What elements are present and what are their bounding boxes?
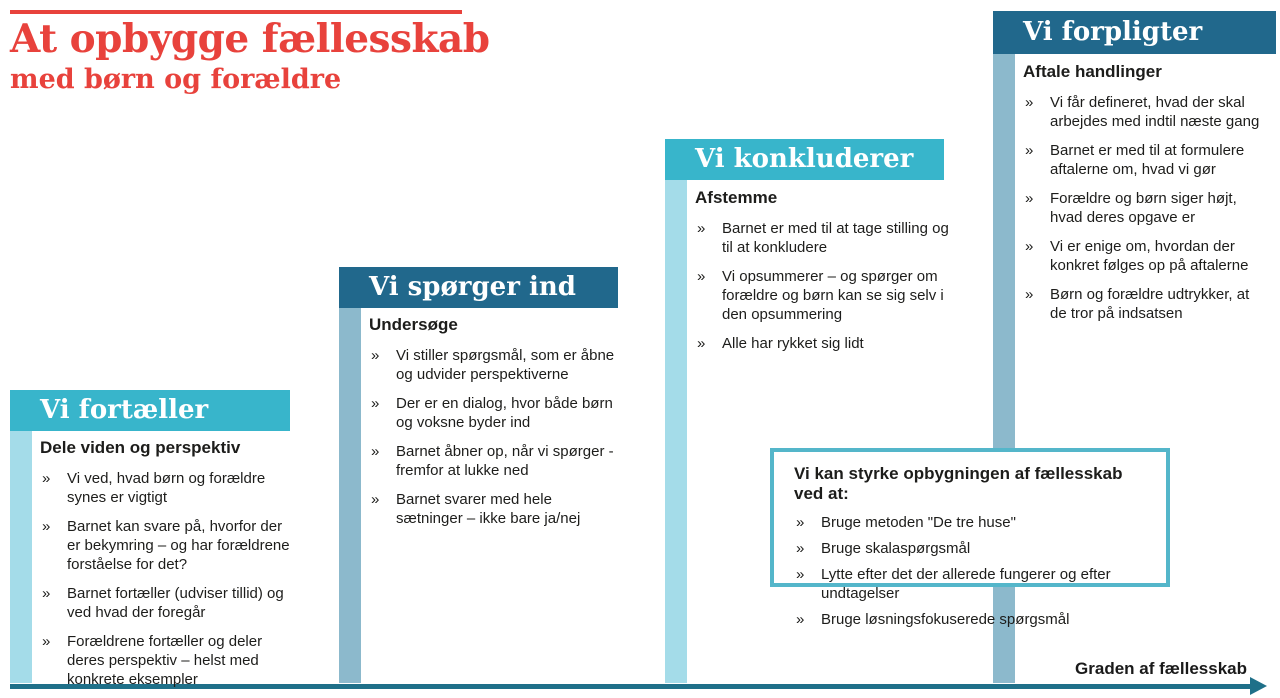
column-content xyxy=(1023,62,1269,333)
list-item xyxy=(1023,285,1269,323)
list-item xyxy=(40,584,292,622)
bullet-list xyxy=(794,513,1156,629)
column-accent-bar xyxy=(665,180,687,683)
guillemet-bullet-icon: » xyxy=(1025,94,1034,111)
column-header-vi-spoerger-ind: Vi spørger ind xyxy=(339,267,618,308)
list-item xyxy=(794,565,1156,603)
guillemet-bullet-icon: » xyxy=(697,335,706,352)
list-item-text: Barnet fortæller (udviser tillid) og ved hvad der foregår xyxy=(67,585,284,621)
guillemet-bullet-icon: » xyxy=(42,518,51,535)
guillemet-bullet-icon: » xyxy=(1025,142,1034,159)
column-subheading: Afstemme xyxy=(695,188,778,207)
list-item-text: Forældre og børn siger højt, hvad deres opgave er xyxy=(1050,190,1237,226)
list-item xyxy=(1023,93,1269,131)
bullet-list xyxy=(40,469,292,689)
guillemet-bullet-icon: » xyxy=(42,585,51,602)
bullet-list xyxy=(695,219,955,353)
list-item xyxy=(369,394,621,432)
list-item-text: Barnet er med til at tage stilling og til at konkludere xyxy=(722,220,949,256)
list-item-text: Lytte efter det der allerede fungerer og efter undtagelser xyxy=(821,566,1111,602)
list-item xyxy=(369,490,621,528)
guillemet-bullet-icon: » xyxy=(1025,286,1034,303)
axis-label: Graden af fællesskab xyxy=(1075,659,1247,678)
column-accent-bar xyxy=(339,308,361,683)
column-accent-bar xyxy=(10,431,32,683)
guillemet-bullet-icon: » xyxy=(371,395,380,412)
list-item-text: Barnet åbner op, når vi spørger - fremfor at lukke ned xyxy=(396,443,614,479)
guillemet-bullet-icon: » xyxy=(371,491,380,508)
guillemet-bullet-icon: » xyxy=(1025,190,1034,207)
list-item-text: Vi ved, hvad børn og forældre synes er vigtigt xyxy=(67,470,266,506)
list-item xyxy=(40,632,292,689)
title-rule xyxy=(10,10,462,14)
list-item-text: Vi opsummerer – og spørger om forældre og børn kan se sig selv i den opsummering xyxy=(722,268,944,323)
guillemet-bullet-icon: » xyxy=(371,443,380,460)
list-item-text: Vi får defineret, hvad der skal arbejdes med indtil næste gang xyxy=(1050,94,1260,130)
page-subtitle: med børn og forældre xyxy=(10,64,342,95)
list-item-text: Barnet er med til at formulere aftalerne om, hvad vi gør xyxy=(1050,142,1245,178)
guillemet-bullet-icon: » xyxy=(1025,238,1034,255)
guillemet-bullet-icon: » xyxy=(796,566,805,583)
list-item xyxy=(1023,189,1269,227)
list-item-text: Bruge løsningsfokuserede spørgsmål xyxy=(821,611,1070,628)
list-item xyxy=(794,513,1156,532)
strengthen-box-title: Vi kan styrke opbygningen af fællesskab ved at: xyxy=(794,464,1123,503)
guillemet-bullet-icon: » xyxy=(796,514,805,531)
column-subheading: Dele viden og perspektiv xyxy=(40,438,241,457)
list-item-text: Barnet svarer med hele sætninger – ikke bare ja/nej xyxy=(396,491,581,527)
column-content xyxy=(695,188,955,363)
list-item xyxy=(40,469,292,507)
column-header-vi-konkluderer: Vi konkluderer xyxy=(665,139,944,180)
list-item-text: Vi stiller spørgsmål, som er åbne og udvider perspektiverne xyxy=(396,347,615,383)
list-item-text: Børn og forældre udtrykker, at de tror på indsatsen xyxy=(1050,286,1250,322)
list-item-text: Forældrene fortæller og deler deres perspektiv – helst med konkrete eksempler xyxy=(67,633,263,688)
guillemet-bullet-icon: » xyxy=(42,633,51,650)
column-header-vi-forpligter: Vi forpligter xyxy=(993,11,1276,54)
list-item-text: Bruge skalaspørgsmål xyxy=(821,540,971,557)
guillemet-bullet-icon: » xyxy=(371,347,380,364)
list-item xyxy=(40,517,292,574)
list-item xyxy=(695,334,955,353)
list-item-text: Vi er enige om, hvordan der konkret følges op på aftalerne xyxy=(1050,238,1249,274)
list-item xyxy=(695,219,955,257)
list-item xyxy=(794,539,1156,558)
column-content xyxy=(369,315,621,538)
list-item-text: Der er en dialog, hvor både børn og voksne byder ind xyxy=(396,395,613,431)
column-subheading: Aftale handlinger xyxy=(1023,62,1162,81)
axis-arrowhead-icon xyxy=(1250,677,1267,695)
list-item xyxy=(794,610,1156,629)
list-item-text: Bruge metoden "De tre huse" xyxy=(821,514,1016,531)
list-item xyxy=(1023,141,1269,179)
bullet-list xyxy=(1023,93,1269,323)
guillemet-bullet-icon: » xyxy=(697,268,706,285)
strengthen-box xyxy=(770,448,1170,628)
column-subheading: Undersøge xyxy=(369,315,458,334)
page-title: At opbygge fællesskab xyxy=(10,16,490,62)
list-item-text: Barnet kan svare på, hvorfor der er bekymring – og har forældrene forståelse for det? xyxy=(67,518,290,573)
guillemet-bullet-icon: » xyxy=(42,470,51,487)
guillemet-bullet-icon: » xyxy=(796,540,805,557)
column-content xyxy=(40,438,292,698)
guillemet-bullet-icon: » xyxy=(697,220,706,237)
list-item-text: Alle har rykket sig lidt xyxy=(722,335,864,352)
list-item xyxy=(369,346,621,384)
list-item xyxy=(1023,237,1269,275)
guillemet-bullet-icon: » xyxy=(796,611,805,628)
list-item xyxy=(695,267,955,324)
bullet-list xyxy=(369,346,621,528)
column-header-vi-fortaeller: Vi fortæller xyxy=(10,390,290,431)
list-item xyxy=(369,442,621,480)
